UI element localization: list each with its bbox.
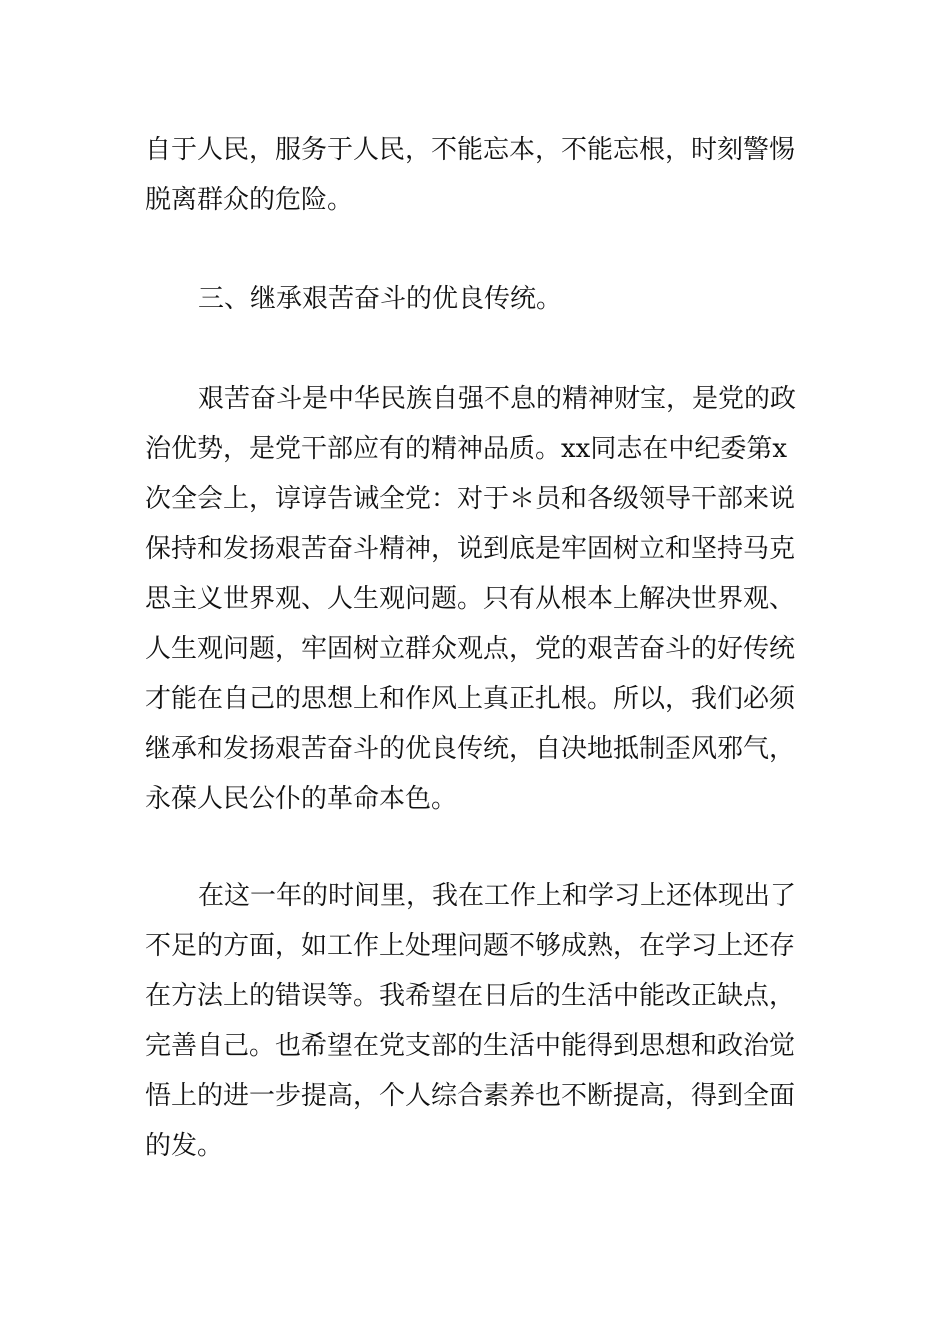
- text-line: 永葆人民公仆的革命本色。: [145, 784, 458, 814]
- section-heading: [145, 274, 815, 324]
- heading-line: 三、继承艰苦奋斗的优良传统。: [198, 284, 563, 314]
- text-line: 继承和发扬艰苦奋斗的优良传统，自决地抵制歪风邪气，: [145, 734, 796, 764]
- text-line: 保持和发扬艰苦奋斗精神，说到底是牢固树立和坚持马克: [145, 534, 796, 564]
- text-line: 的发。: [145, 1131, 224, 1161]
- text-line: 完善自己。也希望在党支部的生活中能得到思想和政治觉: [145, 1031, 796, 1061]
- paragraph-reflection: [145, 871, 815, 1171]
- text-line: 人生观问题，牢固树立群众观点，党的艰苦奋斗的好传统: [145, 634, 796, 664]
- paragraph-continuation: [145, 125, 815, 225]
- text-line: 在方法上的错误等。我希望在日后的生活中能改正缺点，: [145, 981, 796, 1011]
- text-line: 不足的方面，如工作上处理问题不够成熟，在学习上还存: [145, 931, 796, 961]
- paragraph-hard-work: [145, 374, 815, 824]
- text-line: 悟上的进一步提高，个人综合素养也不断提高，得到全面: [145, 1081, 796, 1111]
- text-line: 思主义世界观、人生观问题。只有从根本上解决世界观、: [145, 584, 796, 614]
- text-line: 脱离群众的危险。: [145, 185, 354, 215]
- text-line: 自于人民，服务于人民，不能忘本，不能忘根，时刻警惕: [145, 135, 796, 165]
- text-line: 在这一年的时间里，我在工作上和学习上还体现出了: [198, 881, 797, 911]
- text-line: 次全会上，谆谆告诫全党：对于＊员和各级领导干部来说: [145, 484, 796, 514]
- text-line: 才能在自己的思想上和作风上真正扎根。所以，我们必须: [145, 684, 796, 714]
- text-line: 艰苦奋斗是中华民族自强不息的精神财宝，是党的政: [198, 384, 797, 414]
- text-line: 治优势，是党干部应有的精神品质。xx同志在中纪委第x: [145, 434, 787, 464]
